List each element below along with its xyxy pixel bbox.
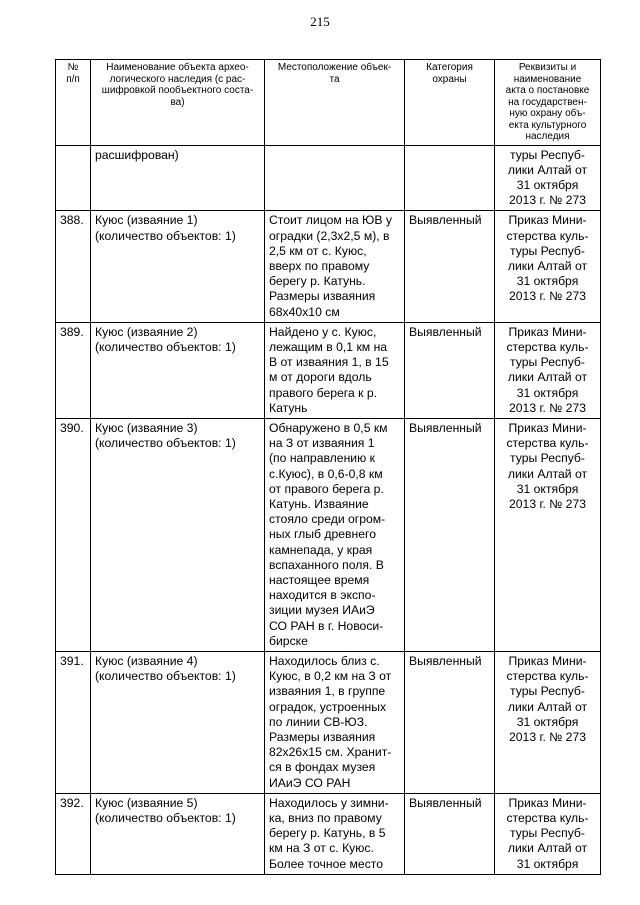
- row-requisites: туры Респуб- лики Алтай от 31 октября 2013 г. № 273: [495, 145, 601, 211]
- row-requisites: Приказ Мини- стерства куль- туры Респуб- лики Алтай от 31 октября 2013 г. № 273: [495, 322, 601, 418]
- row-number: 390.: [56, 418, 91, 651]
- row-object-name: Куюс (изваяние 4) (количество объектов: 1): [91, 652, 265, 794]
- header-object-name: Наименование объекта архео- логического наследия (с рас- шифровкой пообъектного соста- ва): [91, 60, 265, 146]
- header-location: Местоположение объек- та: [265, 60, 405, 146]
- table-row: [56, 652, 601, 794]
- table-header-row: [56, 60, 601, 146]
- header-requisites: Реквизиты и наименование акта о постановке на государствен- ную охрану объ- екта культурного наследия: [495, 60, 601, 146]
- row-category: [405, 145, 495, 211]
- row-number: 389.: [56, 322, 91, 418]
- row-location: Обнаружено в 0,5 км на З от изваяния 1 (по направлению к с.Куюс), в 0,6-0,8 км от правого берега р. Катунь. Изваяние стояло среди огром- ных глыб древнего камнепада, у края вспаханного поля. В настоящее время находится в экспо- зиции музея ИАиЭ СО РАН в г. Новоси- бирске: [265, 418, 405, 651]
- row-location: Находилось близ с. Куюс, в 0,2 км на З от изваяния 1, в группе оградок, устроенных по линии СВ-ЮЗ. Размеры изваяния 82х26х15 см. Хранит- ся в фондах музея ИАиЭ СО РАН: [265, 652, 405, 794]
- row-requisites: Приказ Мини- стерства куль- туры Респуб- лики Алтай от 31 октября: [495, 793, 601, 874]
- table-row: [56, 793, 601, 874]
- row-requisites: Приказ Мини- стерства куль- туры Респуб- лики Алтай от 31 октября 2013 г. № 273: [495, 418, 601, 651]
- heritage-registry-table: [55, 59, 601, 875]
- row-object-name: Куюс (изваяние 3) (количество объектов: 1): [91, 418, 265, 651]
- row-location: Находилось у зимни- ка, вниз по правому берегу р. Катунь, в 5 км на З от с. Куюс. Более точное место: [265, 793, 405, 874]
- row-category: Выявленный: [405, 652, 495, 794]
- row-number: 391.: [56, 652, 91, 794]
- header-category: Категория охраны: [405, 60, 495, 146]
- row-requisites: Приказ Мини- стерства куль- туры Респуб- лики Алтай от 31 октября 2013 г. № 273: [495, 652, 601, 794]
- row-location: [265, 145, 405, 211]
- row-location: Стоит лицом на ЮВ у оградки (2,3х2,5 м), в 2,5 км от с. Куюс, вверх по правому берегу р. Катунь. Размеры изваяния 68х40х10 см: [265, 211, 405, 322]
- row-number: 388.: [56, 211, 91, 322]
- table-row-continuation: [56, 145, 601, 211]
- row-object-name: расшифрован): [91, 145, 265, 211]
- row-category: Выявленный: [405, 418, 495, 651]
- row-object-name: Куюс (изваяние 2) (количество объектов: 1): [91, 322, 265, 418]
- row-category: Выявленный: [405, 322, 495, 418]
- header-number: № п/п: [56, 60, 91, 146]
- table-row: [56, 322, 601, 418]
- row-location: Найдено у с. Куюс, лежащим в 0,1 км на В от изваяния 1, в 15 м от дороги вдоль правого берега к р. Катунь: [265, 322, 405, 418]
- row-object-name: Куюс (изваяние 5) (количество объектов: 1): [91, 793, 265, 874]
- row-number: 392.: [56, 793, 91, 874]
- row-category: Выявленный: [405, 211, 495, 322]
- row-number: [56, 145, 91, 211]
- row-requisites: Приказ Мини- стерства куль- туры Респуб- лики Алтай от 31 октября 2013 г. № 273: [495, 211, 601, 322]
- row-object-name: Куюс (изваяние 1) (количество объектов: 1): [91, 211, 265, 322]
- row-category: Выявленный: [405, 793, 495, 874]
- table-row: [56, 211, 601, 322]
- table-row: [56, 418, 601, 651]
- page-number: 215: [310, 14, 330, 29]
